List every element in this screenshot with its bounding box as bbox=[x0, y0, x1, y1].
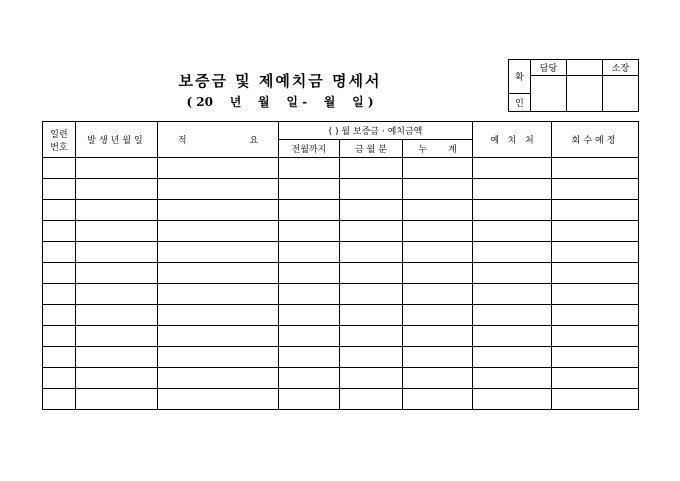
table-row bbox=[43, 347, 639, 368]
blank-sign-cell[interactable] bbox=[567, 76, 603, 112]
table-cell[interactable] bbox=[552, 200, 639, 221]
table-cell[interactable] bbox=[43, 158, 76, 179]
table-cell[interactable] bbox=[158, 284, 279, 305]
manager-label: 담당 bbox=[531, 60, 567, 76]
table-cell[interactable] bbox=[473, 179, 552, 200]
table-cell[interactable] bbox=[158, 389, 279, 410]
document-title: 보증금 및 제예치금 명세서 bbox=[178, 72, 382, 90]
header-serial bbox=[43, 122, 76, 158]
table-cell[interactable] bbox=[158, 305, 279, 326]
table-cell[interactable] bbox=[403, 263, 473, 284]
table-cell[interactable] bbox=[340, 326, 403, 347]
table-cell[interactable] bbox=[403, 389, 473, 410]
table-cell[interactable] bbox=[76, 347, 158, 368]
table-cell[interactable] bbox=[279, 284, 340, 305]
confirm-label-bottom: 인 bbox=[509, 94, 531, 112]
table-cell[interactable] bbox=[76, 368, 158, 389]
confirm-label-top: 확 bbox=[509, 60, 531, 94]
table-row bbox=[43, 284, 639, 305]
table-cell[interactable] bbox=[473, 221, 552, 242]
approval-blank-label bbox=[567, 60, 603, 76]
table-cell[interactable] bbox=[43, 221, 76, 242]
table-cell[interactable] bbox=[279, 347, 340, 368]
table-cell[interactable] bbox=[340, 200, 403, 221]
table-row bbox=[43, 263, 639, 284]
table-cell[interactable] bbox=[552, 389, 639, 410]
table-cell[interactable] bbox=[552, 305, 639, 326]
table-cell[interactable] bbox=[76, 200, 158, 221]
table-cell[interactable] bbox=[552, 284, 639, 305]
table-cell[interactable] bbox=[43, 179, 76, 200]
table-row bbox=[43, 368, 639, 389]
table-cell[interactable] bbox=[340, 284, 403, 305]
table-cell[interactable] bbox=[403, 326, 473, 347]
table-cell[interactable] bbox=[403, 368, 473, 389]
table-cell[interactable] bbox=[403, 200, 473, 221]
table-cell[interactable] bbox=[43, 200, 76, 221]
table-cell[interactable] bbox=[158, 242, 279, 263]
table-cell[interactable] bbox=[76, 305, 158, 326]
table-cell[interactable] bbox=[473, 242, 552, 263]
table-cell[interactable] bbox=[279, 200, 340, 221]
table-cell[interactable] bbox=[76, 389, 158, 410]
table-cell[interactable] bbox=[552, 179, 639, 200]
header-summary-char2: 요 bbox=[249, 136, 259, 146]
table-cell[interactable] bbox=[552, 326, 639, 347]
table-cell[interactable] bbox=[340, 242, 403, 263]
table-cell[interactable] bbox=[473, 263, 552, 284]
header-cumulative-char2: 계 bbox=[447, 145, 457, 155]
table-cell[interactable] bbox=[158, 347, 279, 368]
table-cell[interactable] bbox=[403, 242, 473, 263]
table-row bbox=[43, 221, 639, 242]
director-sign-cell[interactable] bbox=[603, 76, 639, 112]
table-cell[interactable] bbox=[473, 305, 552, 326]
header-summary-char1: 적 bbox=[177, 136, 187, 146]
table-cell[interactable] bbox=[552, 221, 639, 242]
header-date: 발생년월일 bbox=[76, 122, 158, 158]
ledger-table bbox=[42, 121, 639, 410]
table-cell[interactable] bbox=[279, 263, 340, 284]
table-cell[interactable] bbox=[279, 305, 340, 326]
header-serial-line1: 일련 bbox=[50, 129, 68, 140]
table-cell[interactable] bbox=[403, 284, 473, 305]
table-cell[interactable] bbox=[158, 200, 279, 221]
table-cell[interactable] bbox=[43, 326, 76, 347]
table-cell[interactable] bbox=[158, 263, 279, 284]
table-cell[interactable] bbox=[473, 368, 552, 389]
table-cell[interactable] bbox=[552, 158, 639, 179]
table-cell[interactable] bbox=[473, 284, 552, 305]
table-cell[interactable] bbox=[279, 389, 340, 410]
table-cell[interactable] bbox=[43, 389, 76, 410]
table-cell[interactable] bbox=[279, 158, 340, 179]
table-cell[interactable] bbox=[43, 305, 76, 326]
table-cell[interactable] bbox=[158, 221, 279, 242]
table-cell[interactable] bbox=[76, 284, 158, 305]
table-cell[interactable] bbox=[279, 368, 340, 389]
table-cell[interactable] bbox=[403, 158, 473, 179]
table-cell[interactable] bbox=[403, 347, 473, 368]
header-cumulative-char1: 누 bbox=[418, 145, 428, 155]
table-cell[interactable] bbox=[552, 263, 639, 284]
table-cell[interactable] bbox=[43, 368, 76, 389]
table-cell[interactable] bbox=[403, 221, 473, 242]
table-cell[interactable] bbox=[552, 242, 639, 263]
table-cell[interactable] bbox=[552, 368, 639, 389]
table-cell[interactable] bbox=[340, 221, 403, 242]
table-cell[interactable] bbox=[76, 263, 158, 284]
ledger-body bbox=[43, 158, 639, 410]
table-cell[interactable] bbox=[279, 326, 340, 347]
table-cell[interactable] bbox=[473, 347, 552, 368]
table-cell[interactable] bbox=[76, 158, 158, 179]
table-row bbox=[43, 200, 639, 221]
table-cell[interactable] bbox=[340, 179, 403, 200]
table-cell[interactable] bbox=[473, 158, 552, 179]
table-cell[interactable] bbox=[340, 158, 403, 179]
table-row bbox=[43, 242, 639, 263]
table-cell[interactable] bbox=[43, 263, 76, 284]
header-place: 예 치 처 bbox=[473, 122, 552, 158]
table-cell[interactable] bbox=[76, 221, 158, 242]
table-cell[interactable] bbox=[158, 326, 279, 347]
header-current-month: 금 월 분 bbox=[340, 140, 403, 158]
table-cell[interactable] bbox=[340, 347, 403, 368]
table-row bbox=[43, 326, 639, 347]
header-serial-line2: 번호 bbox=[50, 142, 68, 153]
table-row bbox=[43, 158, 639, 179]
table-cell[interactable] bbox=[473, 326, 552, 347]
table-cell[interactable] bbox=[76, 179, 158, 200]
approval-box bbox=[508, 59, 639, 112]
director-label: 소장 bbox=[603, 60, 639, 76]
header-summary bbox=[158, 122, 279, 158]
header-deposit-group: ( ) 월 보증금 · 예치금액 bbox=[279, 122, 473, 140]
table-cell[interactable] bbox=[43, 284, 76, 305]
table-cell[interactable] bbox=[76, 242, 158, 263]
table-cell[interactable] bbox=[473, 389, 552, 410]
table-cell[interactable] bbox=[43, 347, 76, 368]
table-cell[interactable] bbox=[76, 326, 158, 347]
table-cell[interactable] bbox=[279, 221, 340, 242]
table-cell[interactable] bbox=[552, 347, 639, 368]
table-cell[interactable] bbox=[43, 242, 76, 263]
table-row bbox=[43, 179, 639, 200]
table-cell[interactable] bbox=[279, 179, 340, 200]
table-row bbox=[43, 389, 639, 410]
table-cell[interactable] bbox=[473, 200, 552, 221]
header-prev-month: 전월까지 bbox=[279, 140, 340, 158]
table-cell[interactable] bbox=[158, 158, 279, 179]
table-cell[interactable] bbox=[158, 179, 279, 200]
table-cell[interactable] bbox=[403, 305, 473, 326]
manager-sign-cell[interactable] bbox=[531, 76, 567, 112]
table-row bbox=[43, 305, 639, 326]
header-plan: 회수예정 bbox=[552, 122, 639, 158]
table-cell[interactable] bbox=[403, 179, 473, 200]
table-cell[interactable] bbox=[279, 242, 340, 263]
header-cumulative bbox=[403, 140, 473, 158]
table-cell[interactable] bbox=[340, 263, 403, 284]
table-cell[interactable] bbox=[340, 389, 403, 410]
table-cell[interactable] bbox=[340, 368, 403, 389]
table-cell[interactable] bbox=[158, 368, 279, 389]
period-line: ( 20 년 월 일 - 월 일 ) bbox=[186, 95, 374, 109]
table-cell[interactable] bbox=[340, 305, 403, 326]
